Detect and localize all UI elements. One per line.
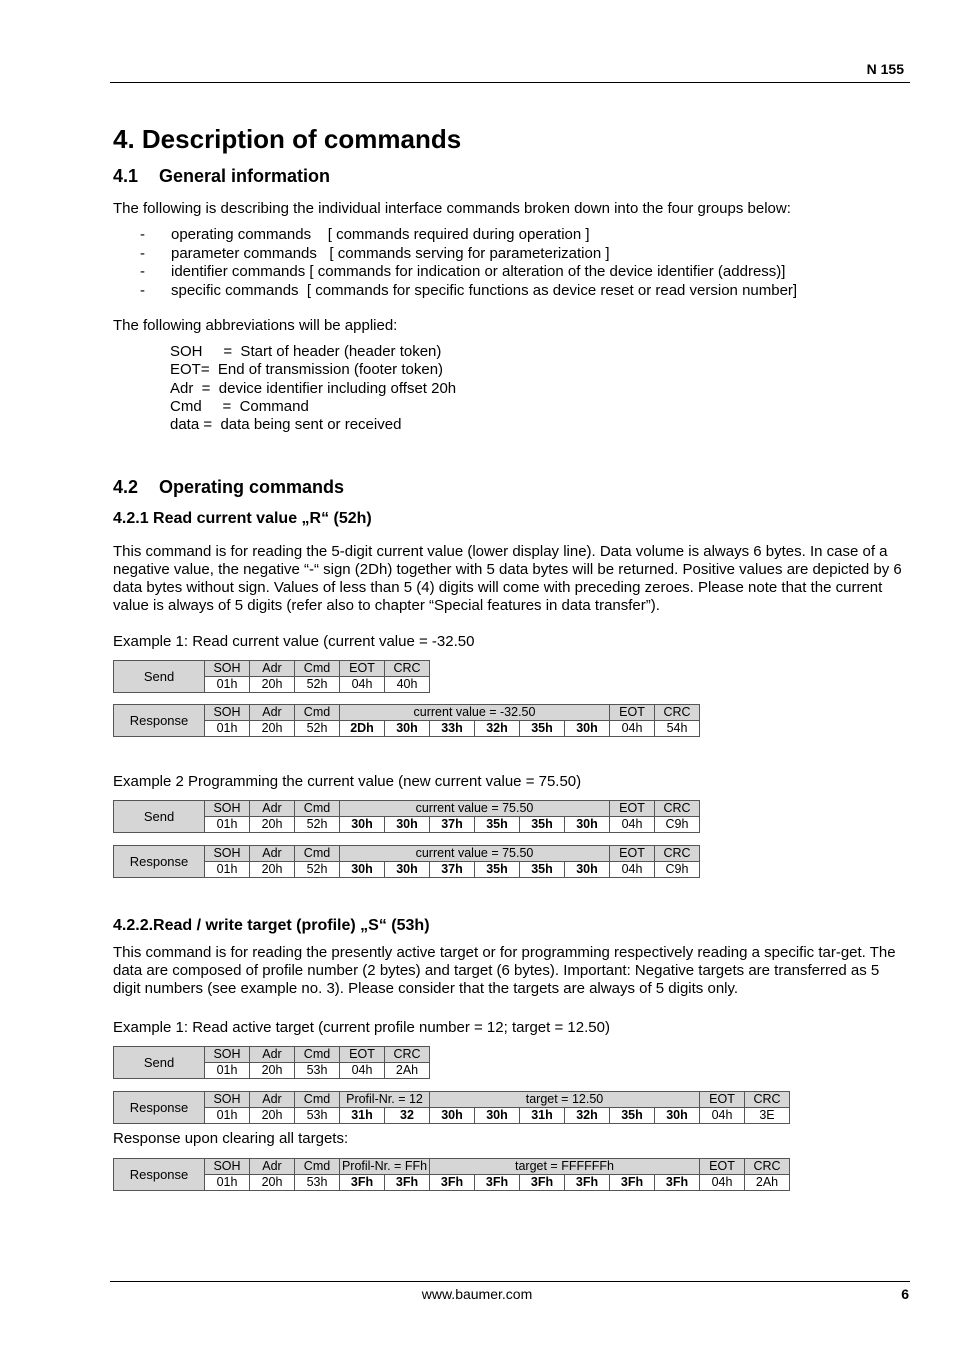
byte-cell: 30h <box>351 817 373 831</box>
byte-cell: 30h <box>564 721 609 736</box>
abbreviation-item: Cmd = Command <box>170 397 309 415</box>
table-fields <box>204 845 700 878</box>
byte-cell: 01h <box>216 1063 238 1077</box>
section-4-2-1-heading: 4.2.1 Read current value „R“ (52h) <box>113 510 372 527</box>
protocol-table <box>113 800 700 833</box>
field-header: SOH <box>205 661 249 677</box>
field-group <box>339 1047 384 1078</box>
field-header: Adr <box>250 705 294 721</box>
byte-cell: 01h <box>216 721 238 735</box>
field-group <box>609 801 654 832</box>
table-row-label: Send <box>113 800 204 833</box>
byte-cell: 30h <box>654 1108 699 1123</box>
byte-cell: 3Fh <box>384 1175 429 1190</box>
example-1-target-caption: Example 1: Read active target (current profile number = 12; target = 12.50) <box>113 1019 610 1036</box>
byte-cell: 04h <box>351 677 373 691</box>
field-group <box>609 705 654 736</box>
list-item: - parameter commands [ commands serving for parameterization ] <box>140 244 610 262</box>
field-group <box>429 1092 699 1123</box>
field-header: Adr <box>250 801 294 817</box>
byte-cell: 04h <box>621 721 643 735</box>
byte-cell: 01h <box>216 817 238 831</box>
byte-cell: 3Fh <box>474 1175 519 1190</box>
field-header: CRC <box>385 1047 429 1063</box>
field-header: CRC <box>385 661 429 677</box>
field-group <box>339 1092 429 1123</box>
protocol-table <box>113 660 430 693</box>
field-header: Cmd <box>295 705 339 721</box>
section-title: Operating commands <box>159 477 345 497</box>
field-group <box>294 705 339 736</box>
field-header: Adr <box>250 1047 294 1063</box>
byte-cell: 3Fh <box>519 1175 564 1190</box>
field-group <box>205 661 249 692</box>
byte-cell: 35h <box>519 721 564 736</box>
field-group <box>744 1159 789 1190</box>
abbreviation-item: Adr = device identifier including offset 20h <box>170 379 457 397</box>
byte-cell: 01h <box>216 1108 238 1122</box>
field-group <box>339 1159 429 1190</box>
list-item: - identifier commands [ commands for indication or alteration of the device identifier (address)] <box>140 263 786 281</box>
byte-cell: 30h <box>351 862 373 876</box>
table-fields <box>204 660 430 693</box>
field-header: EOT <box>700 1159 744 1175</box>
field-group <box>205 1092 249 1123</box>
byte-cell: 3Fh <box>654 1175 699 1190</box>
byte-cell: 04h <box>621 817 643 831</box>
byte-cell: 20h <box>261 862 283 876</box>
field-header: target = 12.50 <box>430 1092 699 1108</box>
example-1-caption: Example 1: Read current value (current value = -32.50 <box>113 633 475 650</box>
table-row-label: Response <box>113 1158 204 1191</box>
field-header: current value = -32.50 <box>340 705 609 721</box>
byte-cell: 33h <box>429 721 474 736</box>
field-header: EOT <box>340 1047 384 1063</box>
field-header: current value = 75.50 <box>340 801 609 817</box>
footer-rule <box>110 1281 910 1282</box>
field-group <box>654 801 699 832</box>
field-group <box>205 1047 249 1078</box>
field-header: CRC <box>655 846 699 862</box>
abbreviation-intro: The following abbreviations will be applied: <box>113 317 398 334</box>
field-header: Cmd <box>295 1092 339 1108</box>
field-header: SOH <box>205 1159 249 1175</box>
byte-cell: 04h <box>711 1175 733 1189</box>
byte-cell: 52h <box>306 817 328 831</box>
byte-cell: 3Fh <box>350 1175 374 1189</box>
field-header: Cmd <box>295 1047 339 1063</box>
section-number: 4.1 <box>113 166 139 186</box>
field-header: CRC <box>655 801 699 817</box>
section-title: General information <box>159 166 331 186</box>
field-group <box>384 1047 429 1078</box>
protocol-table <box>113 704 700 737</box>
table-row-label: Response <box>113 704 204 737</box>
byte-cell: 30h <box>384 817 429 832</box>
byte-cell: 30h <box>474 1108 519 1123</box>
byte-cell: C9h <box>665 862 689 876</box>
page-title: 4. Description of commands <box>113 124 462 154</box>
example-2-caption: Example 2 Programming the current value (new current value = 75.50) <box>113 773 582 790</box>
field-header: target = FFFFFFh <box>430 1159 699 1175</box>
footer-website: www.baumer.com <box>421 1286 533 1302</box>
field-header: EOT <box>610 801 654 817</box>
field-header: Profil-Nr. = FFh <box>341 1159 428 1173</box>
byte-cell: 01h <box>216 862 238 876</box>
field-header: Cmd <box>295 1159 339 1175</box>
byte-cell: 31h <box>351 1108 373 1122</box>
field-group <box>249 1159 294 1190</box>
byte-cell: 31h <box>519 1108 564 1123</box>
byte-cell: 35h <box>609 1108 654 1123</box>
byte-cell: 52h <box>306 862 328 876</box>
field-header: Profil-Nr. = 12 <box>340 1092 429 1108</box>
list-item: - operating commands [ commands required during operation ] <box>140 226 590 243</box>
byte-cell: 01h <box>216 677 238 691</box>
field-header: Adr <box>250 661 294 677</box>
field-group <box>339 801 609 832</box>
byte-cell: 40h <box>396 677 418 691</box>
field-header: current value = 75.50 <box>340 846 609 862</box>
field-header: Adr <box>250 1159 294 1175</box>
byte-cell: 52h <box>306 721 328 735</box>
byte-cell: 35h <box>519 862 564 877</box>
byte-cell: 35h <box>474 862 519 877</box>
field-group <box>294 1092 339 1123</box>
byte-cell: 53h <box>306 1108 328 1122</box>
byte-cell: 54h <box>666 721 688 735</box>
byte-cell: 30h <box>564 862 609 877</box>
field-group <box>294 661 339 692</box>
field-group <box>249 1047 294 1078</box>
read-write-target-description: This command is for reading the presently active target or for programming respectively reading a specific tar-get. The data are composed of profile number (2 bytes) and target (6 bytes). Important: Negative targets are transferred as 5 digit numbers (see example no. 3). Please consider that the targets are always of 5 digits only. <box>113 944 896 997</box>
byte-cell: 2Ah <box>755 1175 779 1189</box>
field-group <box>205 846 249 877</box>
table-row-label: Response <box>113 845 204 878</box>
byte-cell: 30h <box>564 817 609 832</box>
field-group <box>205 705 249 736</box>
intro-paragraph: The following is describing the individual interface commands broken down into the four groups below: <box>113 200 791 217</box>
byte-cell: 20h <box>261 677 283 691</box>
byte-cell: 3E <box>759 1108 775 1122</box>
abbreviation-item: EOT= End of transmission (footer token) <box>170 361 444 379</box>
byte-cell: C9h <box>665 817 689 831</box>
abbreviation-item: SOH = Start of header (header token) <box>170 343 442 360</box>
field-header: Cmd <box>295 846 339 862</box>
byte-cell: 20h <box>261 817 283 831</box>
page-number: 6 <box>901 1286 909 1302</box>
field-group <box>744 1092 789 1123</box>
field-header: Adr <box>250 846 294 862</box>
clear-targets-caption: Response upon clearing all targets: <box>113 1130 349 1147</box>
field-group <box>339 846 609 877</box>
field-header: Adr <box>250 1092 294 1108</box>
table-fields <box>204 1158 790 1191</box>
field-group <box>205 1159 249 1190</box>
field-header: EOT <box>610 846 654 862</box>
section-4-2-heading <box>113 477 344 498</box>
field-header: SOH <box>205 1047 249 1063</box>
list-item: - specific commands [ commands for specific functions as device reset or read version number] <box>140 282 798 300</box>
field-group <box>654 705 699 736</box>
section-number: 4.2 <box>113 477 139 497</box>
byte-cell: 20h <box>261 1063 283 1077</box>
field-group <box>249 1092 294 1123</box>
byte-cell: 32h <box>474 721 519 736</box>
field-group <box>339 661 384 692</box>
table-fields <box>204 704 700 737</box>
byte-cell: 30h <box>384 721 429 736</box>
byte-cell: 3Fh <box>609 1175 654 1190</box>
byte-cell: 3Fh <box>440 1175 464 1189</box>
abbreviation-list <box>170 343 456 434</box>
byte-cell: 04h <box>351 1063 373 1077</box>
field-group <box>609 846 654 877</box>
byte-cell: 2Ah <box>395 1063 419 1077</box>
field-header: SOH <box>205 705 249 721</box>
read-current-value-description: This command is for reading the 5-digit current value (lower display line). Data volume is always 6 bytes. In case of a negative value, the negative “-“ sign (2Dh) together with 5 data bytes will be returned. Positive values are depicted by 6 data bytes without sign. Values of less than 5 (4) digits will come with preceding zeroes. Please note that the current value is always of 5 digits (refer also to chapter “Special features in data transfer”). <box>113 543 902 614</box>
field-group <box>249 801 294 832</box>
field-header: Cmd <box>295 661 339 677</box>
field-group <box>249 705 294 736</box>
byte-cell: 20h <box>261 721 283 735</box>
field-header: EOT <box>700 1092 744 1108</box>
field-group <box>384 661 429 692</box>
byte-cell: 30h <box>441 1108 463 1122</box>
byte-cell: 32h <box>564 1108 609 1123</box>
field-group <box>429 1159 699 1190</box>
document-code: N 155 <box>866 61 904 77</box>
byte-cell: 53h <box>306 1063 328 1077</box>
table-fields <box>204 800 700 833</box>
byte-cell: 35h <box>474 817 519 832</box>
field-group <box>654 846 699 877</box>
byte-cell: 53h <box>306 1175 328 1189</box>
field-group <box>249 846 294 877</box>
field-header: SOH <box>205 846 249 862</box>
byte-cell: 3Fh <box>564 1175 609 1190</box>
header-rule <box>110 82 910 83</box>
section-4-2-2-heading: 4.2.2.Read / write target (profile) „S“ (53h) <box>113 917 430 934</box>
byte-cell: 04h <box>621 862 643 876</box>
field-header: EOT <box>340 661 384 677</box>
byte-cell: 37h <box>429 817 474 832</box>
byte-cell: 37h <box>429 862 474 877</box>
byte-cell: 04h <box>711 1108 733 1122</box>
field-group <box>294 1047 339 1078</box>
byte-cell: 20h <box>261 1108 283 1122</box>
byte-cell: 32 <box>384 1108 429 1123</box>
section-4-1-heading <box>113 166 330 187</box>
protocol-table <box>113 845 700 878</box>
table-row-label: Send <box>113 660 204 693</box>
field-group <box>294 801 339 832</box>
protocol-table <box>113 1091 790 1124</box>
field-group <box>339 705 609 736</box>
table-fields <box>204 1091 790 1124</box>
table-row-label: Send <box>113 1046 204 1079</box>
field-group <box>294 846 339 877</box>
field-header: SOH <box>205 801 249 817</box>
field-group <box>205 801 249 832</box>
table-row-label: Response <box>113 1091 204 1124</box>
field-group <box>699 1092 744 1123</box>
byte-cell: 30h <box>384 862 429 877</box>
byte-cell: 01h <box>216 1175 238 1189</box>
command-group-list <box>140 226 797 301</box>
field-header: EOT <box>610 705 654 721</box>
byte-cell: 2Dh <box>350 721 374 735</box>
field-group <box>249 661 294 692</box>
protocol-table <box>113 1046 430 1079</box>
field-header: CRC <box>745 1159 789 1175</box>
byte-cell: 20h <box>261 1175 283 1189</box>
field-header: CRC <box>655 705 699 721</box>
field-group <box>294 1159 339 1190</box>
byte-cell: 52h <box>306 677 328 691</box>
abbreviation-item: data = data being sent or received <box>170 416 402 434</box>
field-header: SOH <box>205 1092 249 1108</box>
field-header: Cmd <box>295 801 339 817</box>
byte-cell: 35h <box>519 817 564 832</box>
protocol-table <box>113 1158 790 1191</box>
table-fields <box>204 1046 430 1079</box>
field-group <box>699 1159 744 1190</box>
field-header: CRC <box>745 1092 789 1108</box>
